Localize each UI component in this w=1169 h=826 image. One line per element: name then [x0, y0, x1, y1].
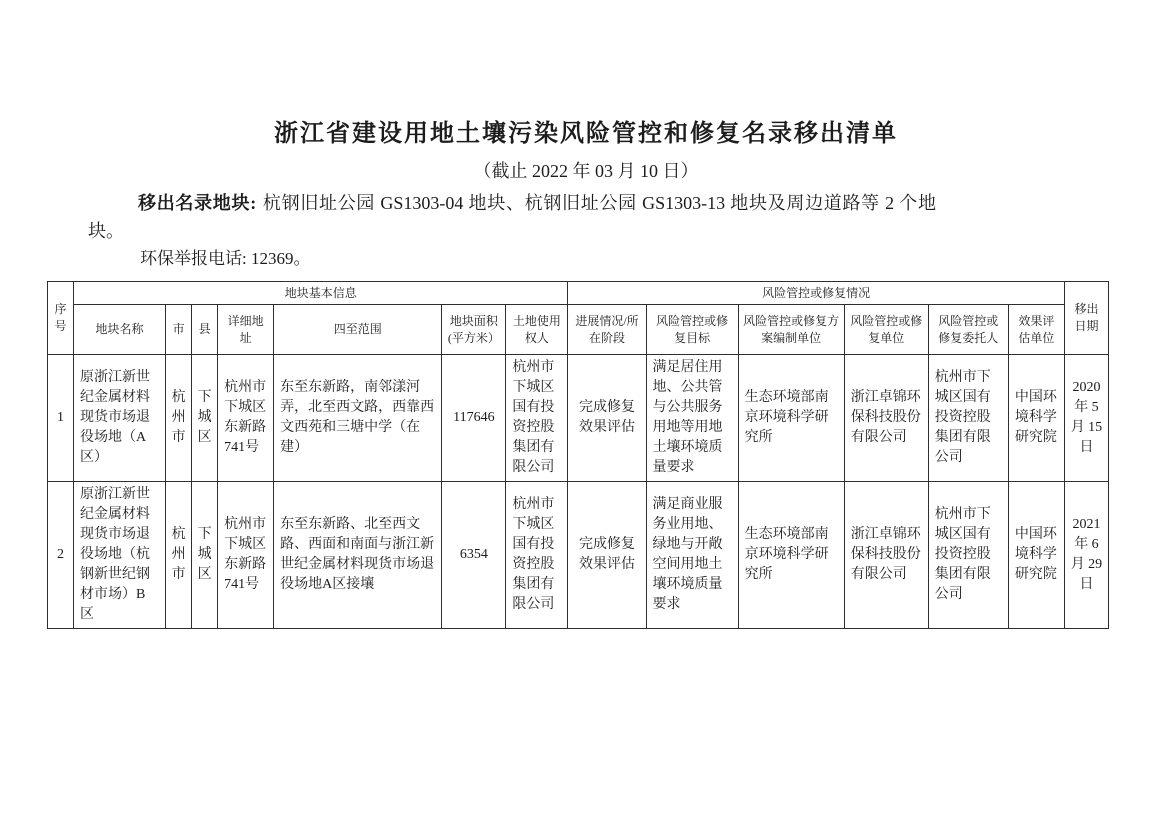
- header-assess-unit: 效果评估单位: [1008, 305, 1064, 355]
- row2-name: 原浙江新世纪金属材料现货市场退役场地（杭钢新世纪钢材市场）B区: [74, 482, 166, 629]
- header-group-risk: 风险管控或修复情况: [568, 282, 1064, 305]
- row2-assess-unit: 中国环境科学研究院: [1008, 482, 1064, 629]
- header-group-row: [48, 282, 1109, 305]
- row1-assess-unit: 中国环境科学研究院: [1008, 355, 1064, 482]
- intro-label: 移出名录地块:: [138, 193, 257, 213]
- row2-client: 杭州市下城区国有投资控股集团有限公司: [928, 482, 1008, 629]
- header-seq: 序号: [48, 282, 74, 355]
- row2-target: 满足商业服务业用地、绿地与开敞空间用地土壤环境质量要求: [646, 482, 738, 629]
- row1-plan-unit: 生态环境部南京环境科学研究所: [738, 355, 844, 482]
- header-address: 详细地址: [218, 305, 274, 355]
- row1-boundaries: 东至东新路，南邻漾河弄，北至西文路，西靠西文西苑和三塘中学（在建）: [274, 355, 442, 482]
- header-area: 地块面积(平方米）: [442, 305, 506, 355]
- header-land-user: 土地使用权人: [506, 305, 568, 355]
- row2-county: 下城区: [192, 482, 218, 629]
- header-city: 市: [166, 305, 192, 355]
- row1-name: 原浙江新世纪金属材料现货市场退役场地（A区）: [74, 355, 166, 482]
- row1-address: 杭州市下城区东新路741号: [218, 355, 274, 482]
- row1-remove-date: 2020 年 5 月 15 日: [1064, 355, 1108, 482]
- row2-plan-unit: 生态环境部南京环境科学研究所: [738, 482, 844, 629]
- row1-repair-unit: 浙江卓锦环保科技股份有限公司: [844, 355, 928, 482]
- header-target: 风险管控或修复目标: [646, 305, 738, 355]
- row2-remove-date: 2021 年 6 月 29 日: [1064, 482, 1108, 629]
- header-sub-row: [48, 305, 1109, 355]
- row1-area: 117646: [442, 355, 506, 482]
- header-client: 风险管控或修复委托人: [928, 305, 1008, 355]
- row2-repair-unit: 浙江卓锦环保科技股份有限公司: [844, 482, 928, 629]
- header-repair-unit: 风险管控或修复单位: [844, 305, 928, 355]
- intro-paragraph: [88, 189, 936, 245]
- table-row: [48, 355, 1109, 482]
- header-boundaries: 四至范围: [274, 305, 442, 355]
- row2-city: 杭州市: [166, 482, 192, 629]
- header-county: 县: [192, 305, 218, 355]
- document-title: 浙江省建设用地土壤污染风险管控和修复名录移出清单: [274, 121, 898, 147]
- row2-seq: 2: [48, 482, 74, 629]
- header-remove-date: 移出日期: [1064, 282, 1108, 355]
- row1-county: 下城区: [192, 355, 218, 482]
- removal-list-table: [47, 281, 1109, 629]
- header-plan-unit: 风险管控或修复方案编制单位: [738, 305, 844, 355]
- row1-land-user: 杭州市下城区国有投资控股集团有限公司: [506, 355, 568, 482]
- table-row: [48, 482, 1109, 629]
- row1-seq: 1: [48, 355, 74, 482]
- row2-address: 杭州市下城区东新路741号: [218, 482, 274, 629]
- hotline-line: 环保举报电话: 12369。: [140, 249, 311, 268]
- document-date-line: （截止 2022 年 03 月 10 日）: [473, 161, 699, 181]
- header-progress: 进展情况/所在阶段: [568, 305, 646, 355]
- header-group-basic-info: 地块基本信息: [74, 282, 568, 305]
- row2-boundaries: 东至东新路、北至西文路、西面和南面与浙江新世纪金属材料现货市场退役场地A区接壤: [274, 482, 442, 629]
- row1-city: 杭州市: [166, 355, 192, 482]
- row2-area: 6354: [442, 482, 506, 629]
- intro-text: 杭钢旧址公园 GS1303-04 地块、杭钢旧址公园 GS1303-13 地块及周边道路等 2 个地块。: [88, 193, 936, 241]
- row2-progress: 完成修复效果评估: [568, 482, 646, 629]
- row1-target: 满足居住用地、公共管与公共服务用地等用地土壤环境质量要求: [646, 355, 738, 482]
- row1-client: 杭州市下城区国有投资控股集团有限公司: [928, 355, 1008, 482]
- header-name: 地块名称: [74, 305, 166, 355]
- row2-land-user: 杭州市下城区国有投资控股集团有限公司: [506, 482, 568, 629]
- row1-progress: 完成修复效果评估: [568, 355, 646, 482]
